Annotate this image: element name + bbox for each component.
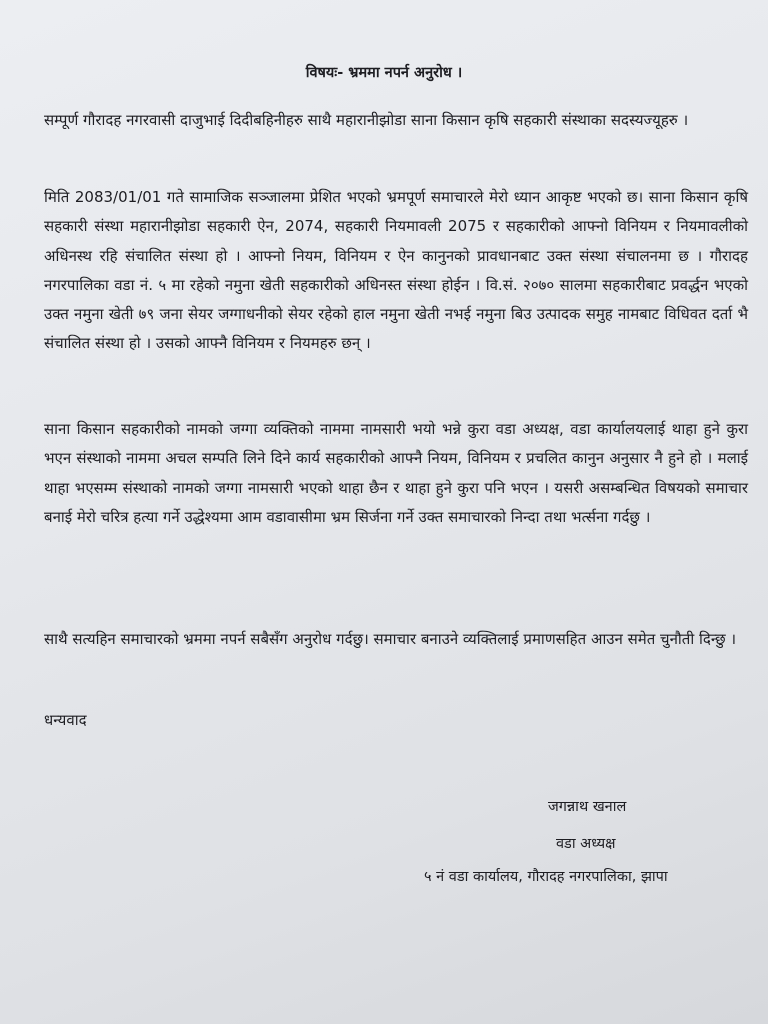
salutation-paragraph: सम्पूर्ण गौरादह नगरवासी दाजुभाई दिदीबहिनीहरु साथै महारानीझोडा साना किसान कृषि सहकारी संस्थाका सदस्यज्यूहरु ।: [44, 111, 689, 129]
land-transfer-paragraph: साना किसान सहकारीको नामको जग्गा व्यक्तिको नाममा नामसारी भयो भन्ने कुरा वडा अध्यक्ष, वडा कार्यालयलाई थाहा हुने कुरा भएन संस्थाको नाममा अचल सम्पति लिने दिने कार्य सहकारीको आफ्नै नियम, विनियम र प्रचलित कानुन अनुसार नै हुने हो । मलाई थाहा भएसम्म संस्थाको नामको जग्गा नामसारी भएको थाहा छैन र थाहा हुने कुरा पनि भएन । यसरी असम्बन्धित विषयको समाचार बनाई मेरो चरित्र हत्या गर्ने उद्धेश्यमा आम वडावासीमा भ्रम सिर्जना गर्ने उक्त समाचारको निन्दा तथा भर्त्सना गर्दछु ।: [44, 420, 748, 526]
request-paragraph: साथै सत्यहिन समाचारको भ्रममा नपर्न सबैसँग अनुरोध गर्दछु। समाचार बनाउने व्यक्तिलाई प्रमाणसहित आउन समेत चुनौती दिन्छु ।: [44, 630, 737, 648]
signatory-name: जगन्नाथ खनाल: [548, 799, 627, 815]
thanks-text: धन्यवाद: [44, 711, 87, 729]
clarification-paragraph: मिति 2083/01/01 गते सामाजिक सञ्जालमा प्रेशित भएको भ्रमपूर्ण समाचारले मेरो ध्यान आकृष्ट भएको छ। साना किसान कृषि सहकारी संस्था महारानीझोडा सहकारी ऐन, 2074, सहकारी नियमावली 2075 र सहकारीको आफ्नो विनियम र नियमावलीको अधिनस्थ रहि संचालित संस्था हो । आफ्नो नियम, विनियम र ऐन कानुनको प्रावधानबाट उक्त संस्था संचालनमा छ । गौरादह नगरपालिका वडा नं. ५ मा रहेको नमुना खेती सहकारीको अधिनस्त संस्था होईन । वि.सं. २०७० सालमा सहकारीबाट प्रवर्द्धन भएको उक्त नमुना खेती ७९ जना सेयर जग्गाधनीको सेयर रहेको हाल नमुना खेती नभई नमुना बिउ उत्पादक समुह नामबाट विधिवत दर्ता भै संचालित संस्था हो । उसको आफ्नै विनियम र नियमहरु छन् ।: [44, 188, 748, 353]
signatory-title: वडा अध्यक्ष: [556, 836, 616, 852]
signatory-office: ५ नं वडा कार्यालय, गौरादह नगरपालिका, झापा: [424, 869, 668, 885]
letter-subject: विषयः- भ्रममा नपर्न अनुरोध ।: [305, 65, 463, 81]
